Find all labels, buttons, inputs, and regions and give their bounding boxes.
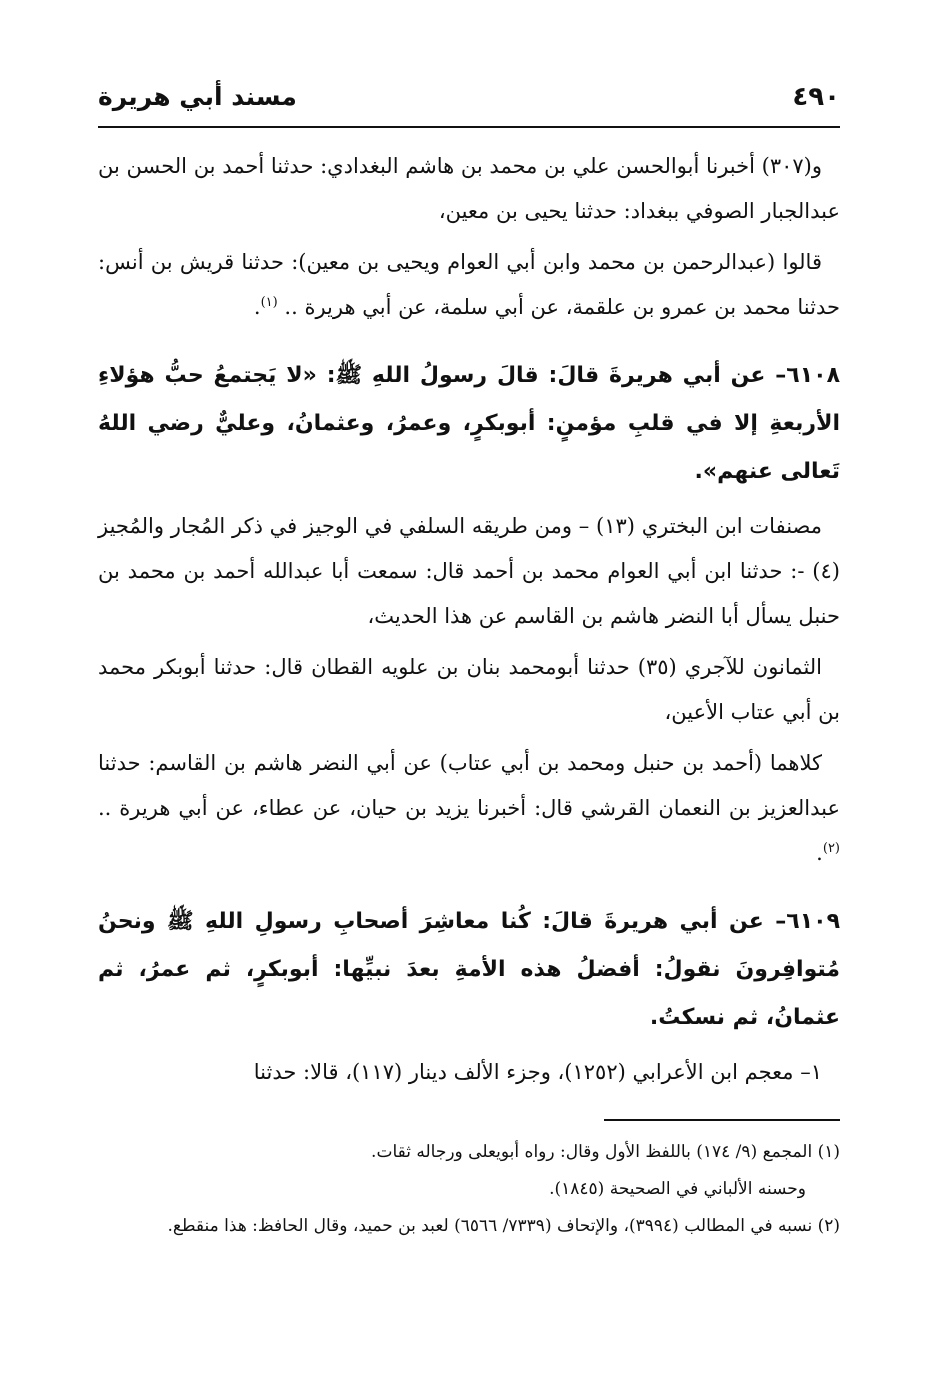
hadith-6108: ٦١٠٨– عن أبي هريرةَ قالَ: قالَ رسولُ اللهِ ﷺ: «لا يَجتمعُ حبُّ هؤلاءِ الأربعةِ إلا في قلبِ مؤمنٍ: أبوبكرٍ، وعمرُ، وعثمانُ، وعليٌّ رضي اللهُ تَعالى عنهم». xyxy=(98,363,840,484)
footnote-reference: (٢) xyxy=(822,841,840,856)
isnad-paragraph: مصنفات ابن البختري (١٣) – ومن طريقه السلفي في الوجيز في ذكر المُجار والمُجيز (٤) -: حدثنا ابن أبي العوام محمد بن أحمد قال: سمعت أبا عبدالله أحمد بن محمد بن حنبل يسأل أبا النضر هاشم بن القاسم عن هذا الحديث، xyxy=(98,514,840,628)
running-header xyxy=(98,80,840,128)
page-number: ٤٩٠ xyxy=(792,82,840,112)
book-page xyxy=(98,80,840,1370)
isnad-paragraph: و(٣٠٧) أخبرنا أبوالحسن علي بن محمد بن هاشم البغدادي: حدثنا أحمد بن الحسن بن عبدالجبار الصوفي ببغداد: حدثنا يحيى بن معين، xyxy=(98,154,840,223)
footnote-1-continuation: وحسنه الألباني في الصحيحة (١٨٤٥). xyxy=(549,1179,806,1199)
footnote-reference: (١) xyxy=(260,295,278,310)
hadith-6109: ٦١٠٩– عن أبي هريرةَ قالَ: كُنا معاشِرَ أصحابِ رسولِ اللهِ ﷺ ونحنُ مُتوافِرونَ نقولُ: أفضلُ هذه الأمةِ بعدَ نبيِّها: أبوبكرٍ، ثم عمرُ، ثم عثمانُ، ثم نسكتُ. xyxy=(98,909,840,1030)
footnote-divider xyxy=(604,1119,840,1121)
isnad-paragraph: قالوا (عبدالرحمن بن محمد وابن أبي العوام ويحيى بن معين): حدثنا قريش بن أنس: حدثنا محمد بن عمرو بن علقمة، عن أبي سلمة، عن أبي هريرة .. $^{(١)}$. xyxy=(98,250,840,319)
footnote-1: (١) المجمع (٩/ ١٧٤) باللفظ الأول وقال: رواه أبويعلى ورجاله ثقات. xyxy=(371,1142,840,1162)
book-title: مسند أبي هريرة xyxy=(98,82,297,111)
main-text xyxy=(98,144,840,1095)
isnad-paragraph: الثمانون للآجري (٣٥) حدثنا أبومحمد بنان بن علويه القطان قال: حدثنا أبوبكر محمد بن أبي عتاب الأعين، xyxy=(98,655,840,724)
footnotes xyxy=(98,1135,840,1244)
isnad-paragraph: ١– معجم ابن الأعرابي (١٢٥٢)، وجزء الألف دينار (١١٧)، قالا: حدثنا xyxy=(253,1060,822,1084)
isnad-paragraph: كلاهما (أحمد بن حنبل ومحمد بن أبي عتاب) عن أبي النضر هاشم بن القاسم: حدثنا عبدالعزيز بن النعمان القرشي قال: أخبرنا يزيد بن حيان، عن عطاء، عن أبي هريرة .. $^{(٢)}$. xyxy=(98,751,840,865)
footnote-2: (٢) نسبه في المطالب (٣٩٩٤)، والإتحاف (٧٣٣٩/ ٦٥٦٦) لعبد بن حميد، وقال الحافظ: هذا منقطع. xyxy=(167,1216,840,1236)
